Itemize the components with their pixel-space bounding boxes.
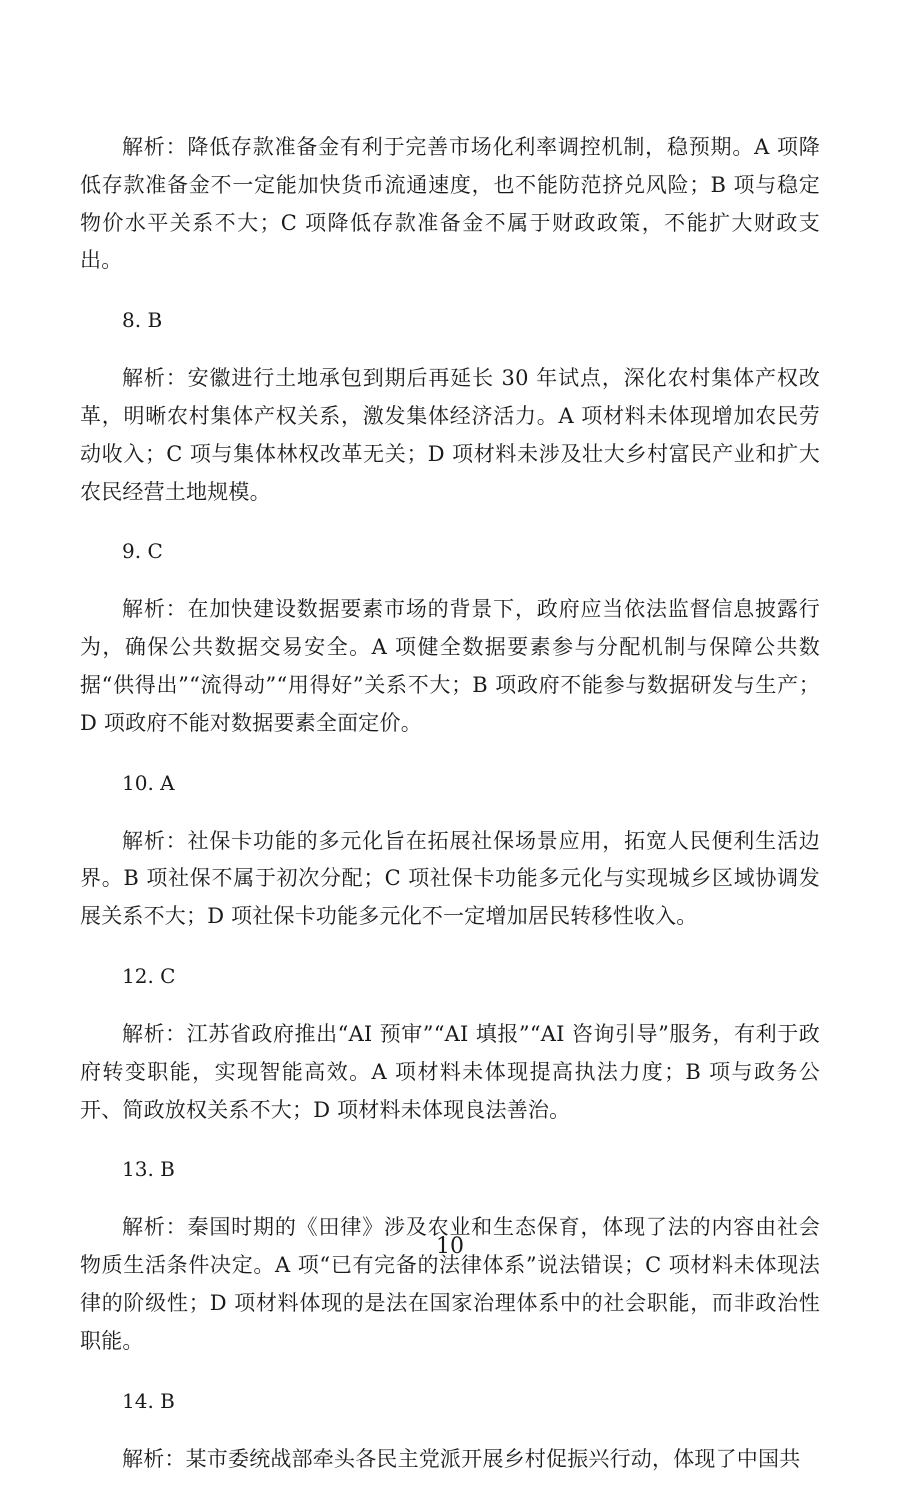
- answer-number: 12. C: [122, 963, 176, 988]
- answer-list: [80, 301, 820, 1478]
- answer-number: 9. C: [122, 539, 163, 564]
- answer-analysis-section: [80, 108, 820, 1499]
- answer-explanation: 解析：社保卡功能的多元化旨在拓展社保场景应用，拓宽人民便利生活边界。B 项社保不属于初次分配；C 项社保卡功能多元化与实现城乡区域协调发展关系不大；D 项社保卡功能多元化不一定增加居民转移性收入。: [80, 828, 820, 929]
- answer-item: [80, 532, 820, 742]
- page-number: 10: [436, 1234, 464, 1259]
- answer-number: 13. B: [122, 1157, 175, 1182]
- answer-item: [80, 764, 820, 936]
- answer-explanation: 解析：某市委统战部牵头各民主党派开展乡村促振兴行动，体现了中国共: [122, 1446, 801, 1471]
- answer-explanation: 解析：秦国时期的《田律》涉及农业和生态保育，体现了法的内容由社会物质生活条件决定。A 项“已有完备的法律体系”说法错误；C 项材料未体现法律的阶级性；D 项材料体现的是法在国家治理体系中的社会职能，而非政治性职能。: [80, 1215, 820, 1353]
- answer-explanation: 解析：江苏省政府推出“AI 预审”“AI 填报”“AI 咨询引导”服务，有利于政府转变职能，实现智能高效。A 项材料未体现提高执法力度；B 项与政务公开、简政放权关系不大；D 项材料未体现良法善治。: [80, 1021, 820, 1122]
- answer-number: 10. A: [122, 770, 175, 795]
- answer-number: 14. B: [122, 1388, 175, 1413]
- answer-explanation: 解析：安徽进行土地承包到期后再延长 30 年试点，深化农村集体产权改革，明晰农村集体产权关系，激发集体经济活力。A 项材料未体现增加农民劳动收入；C 项与集体林权改革无关；D 项材料未涉及壮大乡村富民产业和扩大农民经营土地规模。: [80, 366, 820, 504]
- answer-item: [80, 301, 820, 511]
- answer-item: [80, 957, 820, 1129]
- answer-item: [80, 1382, 820, 1479]
- answer-explanation: 解析：在加快建设数据要素市场的背景下，政府应当依法监督信息披露行为，确保公共数据交易安全。A 项健全数据要素参与分配机制与保障公共数据“供得出”“流得动”“用得好”关系不大；B 项政府不能参与数据研发与生产；D 项政府不能对数据要素全面定价。: [80, 597, 820, 735]
- intro-explanation: 解析：降低存款准备金有利于完善市场化利率调控机制，稳预期。A 项降低存款准备金不一定能加快货币流通速度，也不能防范挤兑风险；B 项与稳定物价水平关系不大；C 项降低存款准备金不属于财政政策，不能扩大财政支出。: [80, 135, 820, 273]
- answer-number: 8. B: [122, 308, 163, 333]
